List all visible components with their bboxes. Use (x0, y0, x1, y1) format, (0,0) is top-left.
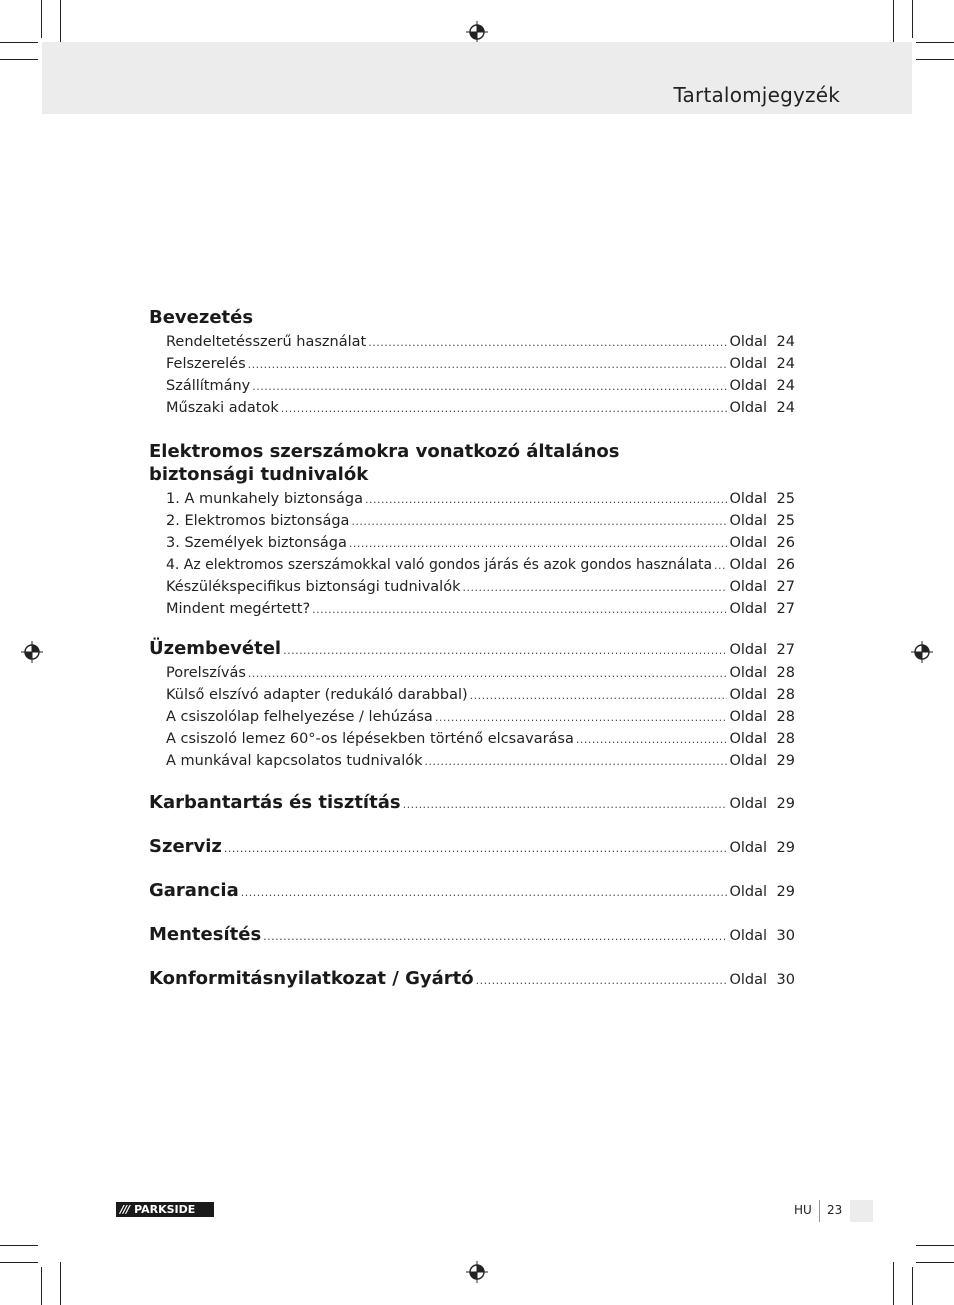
parkside-logo (116, 1202, 214, 1217)
crop-mark (0, 1262, 38, 1263)
crop-mark (0, 42, 38, 43)
dot-leader (349, 533, 728, 555)
oldal-label: Oldal (729, 491, 767, 507)
section-title: Szerviz (149, 836, 222, 857)
oldal-label: Oldal (729, 356, 767, 372)
oldal-label: Oldal (729, 687, 767, 703)
section-title[interactable]: Bevezetés (149, 307, 254, 328)
toc-section-entry[interactable] (149, 966, 795, 992)
footer-box (850, 1200, 873, 1222)
toc-entry[interactable] (149, 331, 795, 353)
dot-leader (312, 599, 727, 621)
toc-entry-label: A csiszolólap felhelyezése / lehúzása (166, 709, 433, 725)
toc-entry-label: A munkával kapcsolatos tudnivalók (166, 753, 423, 769)
toc-entry-label: Felszerelés (166, 356, 246, 372)
toc-entry[interactable] (149, 532, 795, 554)
crop-mark (893, 0, 894, 45)
crop-mark (41, 1267, 42, 1305)
section-title: Konformitásnyilatkozat / Gyártó (149, 968, 474, 989)
language-code: HU (794, 1203, 812, 1217)
page-ref: 29 (776, 753, 795, 769)
toc-entry[interactable] (149, 397, 795, 419)
page-title: Tartalomjegyzék (673, 83, 840, 107)
toc-entry[interactable] (149, 684, 795, 706)
dot-leader (476, 968, 728, 994)
toc-section-entry[interactable] (149, 790, 795, 816)
crosshair-circle-icon (911, 641, 933, 663)
oldal-label: Oldal (729, 579, 767, 595)
section-title: Mentesítés (149, 924, 262, 945)
page-ref: 25 (776, 513, 795, 529)
toc-entry-label: Porelszívás (166, 665, 246, 681)
page-ref: 29 (776, 840, 795, 856)
page-ref: 25 (776, 491, 795, 507)
oldal-label: Oldal (729, 840, 767, 856)
oldal-label: Oldal (729, 642, 767, 658)
page-ref: 27 (776, 642, 795, 658)
toc-entry[interactable] (149, 375, 795, 397)
crop-mark (916, 59, 954, 60)
crosshair-circle-icon (21, 641, 43, 663)
dot-leader (425, 751, 728, 773)
dot-leader (470, 685, 728, 707)
table-of-contents (149, 306, 795, 992)
section-title[interactable]: Elektromos szerszámokra vonatkozó általános (149, 441, 620, 462)
page-ref: 28 (776, 687, 795, 703)
dot-leader (435, 707, 728, 729)
dot-leader (248, 354, 728, 376)
section-title: Garancia (149, 880, 239, 901)
oldal-label: Oldal (729, 513, 767, 529)
oldal-label: Oldal (729, 601, 767, 617)
toc-entry-label: 3. Személyek biztonsága (166, 535, 347, 551)
oldal-label: Oldal (729, 378, 767, 394)
crop-mark (912, 1267, 913, 1305)
dot-leader (241, 880, 728, 906)
page-ref: 24 (776, 378, 795, 394)
oldal-label: Oldal (729, 400, 767, 416)
toc-entry-label: 4. Az elektromos szerszámokkal való gondos járás és azok gondos használata (166, 557, 713, 573)
toc-entry-label: Külső elszívó adapter (redukáló darabbal) (166, 687, 468, 703)
oldal-label: Oldal (729, 334, 767, 350)
page-ref: 29 (776, 884, 795, 900)
section-title-continued[interactable]: biztonsági tudnivalók (149, 464, 369, 485)
oldal-label: Oldal (729, 796, 767, 812)
page-ref: 27 (776, 579, 795, 595)
page-ref: 29 (776, 796, 795, 812)
crosshair-circle-icon (466, 1261, 488, 1283)
oldal-label: Oldal (729, 972, 767, 988)
oldal-label: Oldal (729, 665, 767, 681)
toc-section-entry[interactable] (149, 636, 795, 662)
page-ref: 24 (776, 356, 795, 372)
dot-leader (365, 489, 727, 511)
crop-mark (916, 1245, 954, 1246)
crop-mark (893, 1262, 894, 1305)
crop-mark (916, 42, 954, 43)
toc-entry[interactable] (149, 728, 795, 750)
oldal-label: Oldal (729, 557, 767, 573)
page-ref: 30 (776, 928, 795, 944)
toc-entry-label: Készülékspecifikus biztonsági tudnivalók (166, 579, 461, 595)
dot-leader (281, 398, 728, 420)
toc-section-uzembevetel (149, 636, 795, 772)
oldal-label: Oldal (729, 884, 767, 900)
toc-entry[interactable] (149, 706, 795, 728)
toc-section-biztonsag (149, 440, 795, 620)
oldal-label: Oldal (729, 753, 767, 769)
page-ref: 24 (776, 334, 795, 350)
oldal-label: Oldal (729, 731, 767, 747)
dot-leader (248, 663, 728, 685)
page-ref: 28 (776, 731, 795, 747)
dot-leader (283, 638, 727, 664)
crop-mark (0, 59, 38, 60)
oldal-label: Oldal (729, 928, 767, 944)
crosshair-circle-icon (466, 21, 488, 43)
page-ref: 24 (776, 400, 795, 416)
toc-entry-label: 1. A munkahely biztonsága (166, 491, 363, 507)
dot-leader (252, 376, 727, 398)
footer-divider (819, 1200, 820, 1222)
toc-section-bevezetes (149, 306, 795, 419)
section-title: Üzembevétel (149, 638, 282, 659)
toc-entry[interactable] (149, 510, 795, 532)
page-ref: 28 (776, 709, 795, 725)
dot-leader (368, 332, 727, 354)
page-ref: 26 (776, 557, 795, 573)
dot-leader (714, 555, 727, 577)
toc-entry[interactable] (149, 353, 795, 375)
toc-entry-label: Mindent megértett? (166, 601, 311, 617)
toc-entry[interactable] (149, 488, 795, 510)
oldal-label: Oldal (729, 709, 767, 725)
toc-entry-label: 2. Elektromos biztonsága (166, 513, 350, 529)
crop-mark (0, 1245, 38, 1246)
page-ref: 27 (776, 601, 795, 617)
dot-leader (224, 836, 728, 862)
toc-section-entry[interactable] (149, 878, 795, 904)
toc-entry-label: Műszaki adatok (166, 400, 279, 416)
toc-entry-label: A csiszoló lemez 60°-os lépésekben történő elcsavarása (166, 731, 574, 747)
crop-mark (60, 0, 61, 45)
section-title: Karbantartás és tisztítás (149, 792, 401, 813)
dot-leader (462, 577, 727, 599)
toc-entry[interactable] (149, 598, 795, 620)
crop-mark (41, 0, 42, 38)
dot-leader (263, 924, 727, 950)
toc-entry[interactable] (149, 576, 795, 598)
dot-leader (576, 729, 728, 751)
toc-section-entry[interactable] (149, 922, 795, 948)
crop-mark (912, 0, 913, 38)
toc-entry-label: Rendeltetésszerű használat (166, 334, 367, 350)
page-ref: 30 (776, 972, 795, 988)
oldal-label: Oldal (729, 535, 767, 551)
toc-entry[interactable] (149, 750, 795, 772)
brand-name: PARKSIDE (134, 1203, 196, 1216)
toc-entry[interactable] (149, 554, 795, 576)
toc-entry[interactable] (149, 662, 795, 684)
toc-section-entry[interactable] (149, 834, 795, 860)
page-ref: 26 (776, 535, 795, 551)
dot-leader (403, 792, 728, 818)
page-number: 23 (827, 1203, 843, 1217)
crop-mark (916, 1262, 954, 1263)
page-ref: 28 (776, 665, 795, 681)
toc-entry-label: Szállítmány (166, 378, 251, 394)
logo-stripes: /// (120, 1203, 130, 1216)
dot-leader (351, 511, 727, 533)
crop-mark (60, 1262, 61, 1305)
